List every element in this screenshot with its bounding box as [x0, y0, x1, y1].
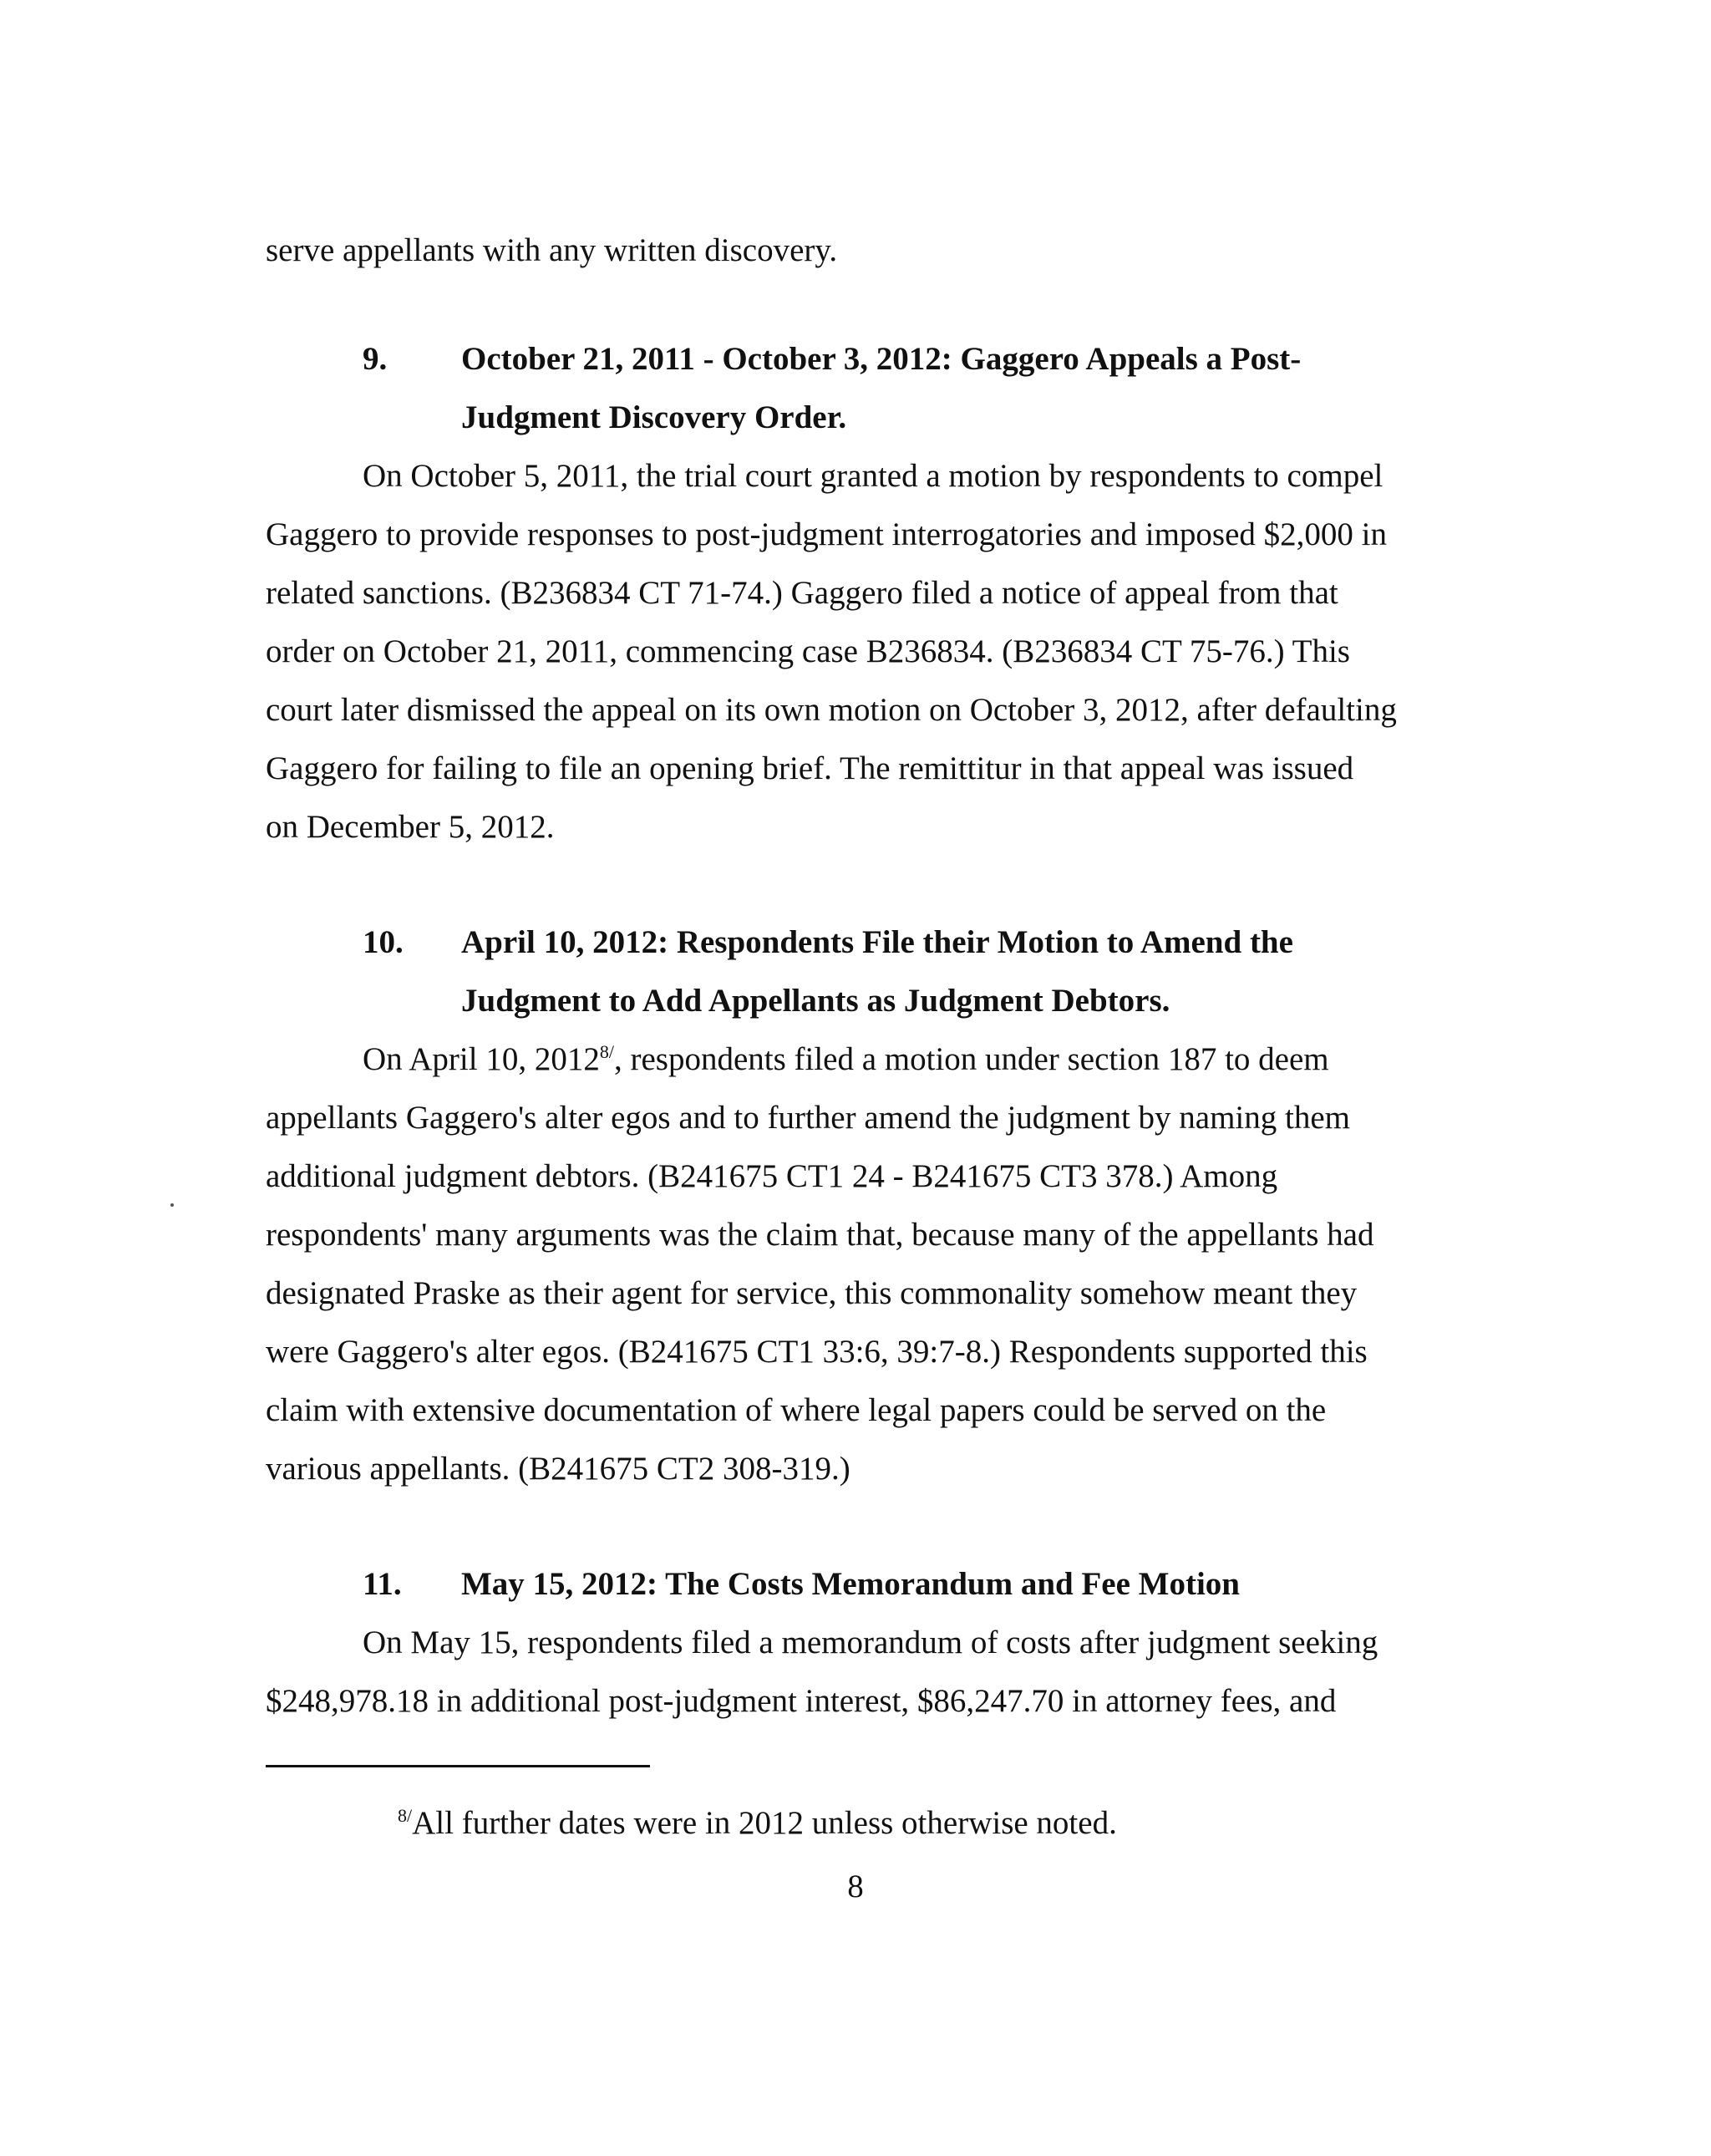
- section-9-body-line-1: On October 5, 2011, the trial court granted a motion by respondents to compel: [363, 458, 1384, 494]
- section-10-body-after-marker: , respondents filed a motion under section 187 to deem: [613, 1041, 1329, 1077]
- section-9-heading-line-1: October 21, 2011 - October 3, 2012: Gaggero Appeals a Post-: [461, 341, 1302, 377]
- section-10-heading-line-1: April 10, 2012: Respondents File their Motion to Amend the: [461, 924, 1293, 960]
- footnote-marker: 8/: [398, 1805, 413, 1826]
- section-10-body-line-2: appellants Gaggero's alter egos and to further amend the judgment by naming them: [266, 1100, 1350, 1136]
- section-11-body-line-2: $248,978.18 in additional post-judgment interest, $86,247.70 in attorney fees, and: [266, 1683, 1337, 1719]
- section-10-body-before-marker: On April 10, 2012: [363, 1041, 600, 1077]
- section-10-body-line-7: claim with extensive documentation of where legal papers could be served on the: [266, 1392, 1327, 1428]
- scan-speck: [170, 1203, 174, 1207]
- section-11-body-line-1: On May 15, respondents filed a memorandum of costs after judgment seeking: [363, 1625, 1378, 1660]
- section-10-number: 10.: [363, 924, 404, 960]
- section-9-body-line-3: related sanctions. (B236834 CT 71-74.) Gaggero filed a notice of appeal from that: [266, 575, 1338, 611]
- page-number: 8: [847, 1869, 864, 1904]
- section-9-body-line-6: Gaggero for failing to file an opening brief. The remittitur in that appeal was issued: [266, 750, 1354, 786]
- section-9-body-line-7: on December 5, 2012.: [266, 809, 555, 845]
- section-10-body-line-1: [363, 1040, 1329, 1080]
- section-10-heading-line-2: Judgment to Add Appellants as Judgment Debtors.: [461, 983, 1170, 1019]
- section-9-body-line-5: court later dismissed the appeal on its own motion on October 3, 2012, after defaulting: [266, 692, 1397, 728]
- section-10-body-line-6: were Gaggero's alter egos. (B241675 CT1 33:6, 39:7-8.) Respondents supported this: [266, 1334, 1368, 1370]
- section-10-body-line-5: designated Praske as their agent for service, this commonality somehow meant they: [266, 1275, 1358, 1311]
- section-9-number: 9.: [363, 341, 388, 377]
- footnote: [398, 1803, 1117, 1843]
- section-10-body-line-4: respondents' many arguments was the claim that, because many of the appellants had: [266, 1217, 1374, 1253]
- footnote-reference-marker: 8/: [599, 1041, 614, 1062]
- section-9-body-line-2: Gaggero to provide responses to post-judgment interrogatories and imposed $2,000 in: [266, 516, 1387, 552]
- footnote-separator: [266, 1765, 650, 1767]
- section-9-body-line-4: order on October 21, 2011, commencing case B236834. (B236834 CT 75-76.) This: [266, 633, 1350, 669]
- section-11-heading-line-1: May 15, 2012: The Costs Memorandum and Fee Motion: [461, 1566, 1240, 1602]
- section-9-heading-line-2: Judgment Discovery Order.: [461, 399, 847, 435]
- section-10-body-line-8: various appellants. (B241675 CT2 308-319.): [266, 1451, 850, 1487]
- footnote-text: All further dates were in 2012 unless otherwise noted.: [412, 1805, 1117, 1841]
- section-10-body-line-3: additional judgment debtors. (B241675 CT1 24 - B241675 CT3 378.) Among: [266, 1158, 1278, 1194]
- section-11-number: 11.: [363, 1566, 402, 1602]
- opening-line: serve appellants with any written discovery.: [266, 232, 838, 268]
